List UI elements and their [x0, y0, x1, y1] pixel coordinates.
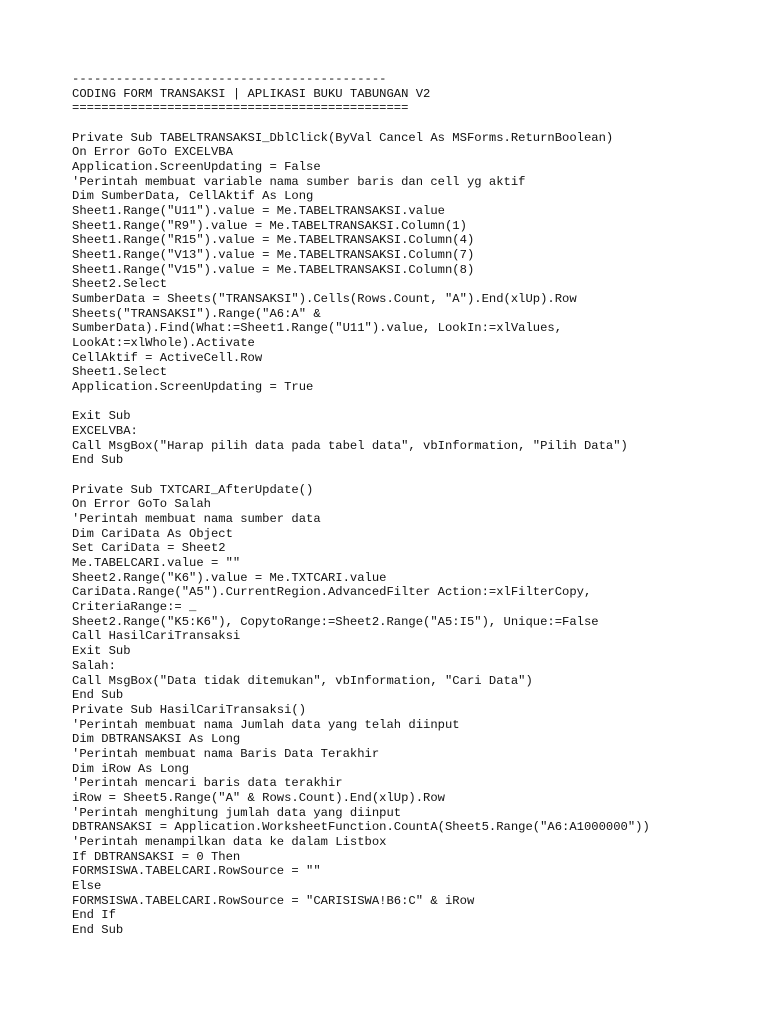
- code-line: FORMSISWA.TABELCARI.RowSource = "CARISISWA!B6:C" & iRow: [72, 893, 475, 908]
- code-line: [72, 116, 752, 131]
- code-line: iRow = Sheet5.Range("A" & Rows.Count).End(xlUp).Row: [72, 790, 445, 805]
- code-line: End Sub: [72, 922, 124, 937]
- code-line: [72, 395, 752, 410]
- code-line: If DBTRANSAKSI = 0 Then: [72, 849, 241, 864]
- code-line: Exit Sub: [72, 409, 131, 424]
- code-line: CODING FORM TRANSAKSI | APLIKASI BUKU TABUNGAN V2: [72, 86, 431, 101]
- code-line: End Sub: [72, 453, 124, 468]
- code-line: On Error GoTo EXCELVBA: [72, 145, 233, 160]
- code-line: Call MsgBox("Data tidak ditemukan", vbInformation, "Cari Data"): [72, 673, 533, 688]
- code-line: Sheet1.Range("R15").value = Me.TABELTRANSAKSI.Column(4): [72, 233, 475, 248]
- code-line: Set CariData = Sheet2: [72, 541, 226, 556]
- code-line: Sheet2.Range("K6").value = Me.TXTCARI.value: [72, 570, 387, 585]
- code-line: 'Perintah membuat nama sumber data: [72, 512, 321, 527]
- code-line: Dim SumberData, CellAktif As Long: [72, 189, 314, 204]
- code-line: FORMSISWA.TABELCARI.RowSource = "": [72, 864, 321, 879]
- code-line: Sheet1.Range("R9").value = Me.TABELTRANSAKSI.Column(1): [72, 218, 467, 233]
- code-line: Private Sub TABELTRANSAKSI_DblClick(ByVal Cancel As MSForms.ReturnBoolean): [72, 130, 614, 145]
- code-line: Call MsgBox("Harap pilih data pada tabel data", vbInformation, "Pilih Data"): [72, 438, 628, 453]
- code-line: On Error GoTo Salah: [72, 497, 211, 512]
- code-line: 'Perintah membuat nama Baris Data Terakhir: [72, 746, 380, 761]
- code-line: Application.ScreenUpdating = True: [72, 380, 314, 395]
- code-line: Sheet2.Range("K5:K6"), CopytoRange:=Sheet2.Range("A5:I5"), Unique:=False: [72, 614, 599, 629]
- code-line: End If: [72, 908, 116, 923]
- code-line: EXCELVBA:: [72, 424, 138, 439]
- code-line: Me.TABELCARI.value = "": [72, 556, 241, 571]
- code-line: 'Perintah menampilkan data ke dalam Listbox: [72, 834, 387, 849]
- code-line: LookAt:=xlWhole).Activate: [72, 336, 255, 351]
- code-line: Else: [72, 878, 102, 893]
- code-line: Application.ScreenUpdating = False: [72, 160, 321, 175]
- code-line: Sheet1.Range("V15").value = Me.TABELTRANSAKSI.Column(8): [72, 262, 475, 277]
- code-line: SumberData).Find(What:=Sheet1.Range("U11").value, LookIn:=xlValues,: [72, 321, 563, 336]
- code-line: ==============================================: [72, 101, 409, 116]
- code-line: Sheet1.Range("U11").value = Me.TABELTRANSAKSI.value: [72, 204, 445, 219]
- code-line: Dim iRow As Long: [72, 761, 190, 776]
- vba-code-block: [72, 72, 752, 938]
- code-line: CariData.Range("A5").CurrentRegion.AdvancedFilter Action:=xlFilterCopy,: [72, 585, 592, 600]
- code-line: -------------------------------------------: [72, 72, 387, 86]
- code-line: SumberData = Sheets("TRANSAKSI").Cells(Rows.Count, "A").End(xlUp).Row: [72, 292, 577, 307]
- code-line: 'Perintah membuat nama Jumlah data yang telah diinput: [72, 717, 460, 732]
- code-line: CellAktif = ActiveCell.Row: [72, 350, 263, 365]
- code-line: Private Sub HasilCariTransaksi(): [72, 702, 307, 717]
- code-line: 'Perintah mencari baris data terakhir: [72, 776, 343, 791]
- code-line: Dim CariData As Object: [72, 526, 233, 541]
- code-line: Exit Sub: [72, 644, 131, 659]
- code-line: Sheet2.Select: [72, 277, 168, 292]
- code-line: Sheet1.Range("V13").value = Me.TABELTRANSAKSI.Column(7): [72, 248, 475, 263]
- code-line: [72, 468, 752, 483]
- code-line: Salah:: [72, 658, 116, 673]
- code-line: 'Perintah membuat variable nama sumber baris dan cell yg aktif: [72, 174, 526, 189]
- code-line: CriteriaRange:= _: [72, 600, 197, 615]
- code-line: Dim DBTRANSAKSI As Long: [72, 732, 241, 747]
- code-line: Sheets("TRANSAKSI").Range("A6:A" &: [72, 306, 321, 321]
- code-line: Sheet1.Select: [72, 365, 168, 380]
- code-line: Call HasilCariTransaksi: [72, 629, 241, 644]
- document-page: [72, 72, 752, 938]
- code-line: Private Sub TXTCARI_AfterUpdate(): [72, 482, 314, 497]
- code-line: DBTRANSAKSI = Application.WorksheetFunction.CountA(Sheet5.Range("A6:A1000000")): [72, 820, 650, 835]
- code-line: End Sub: [72, 688, 124, 703]
- code-line: 'Perintah menghitung jumlah data yang diinput: [72, 805, 402, 820]
